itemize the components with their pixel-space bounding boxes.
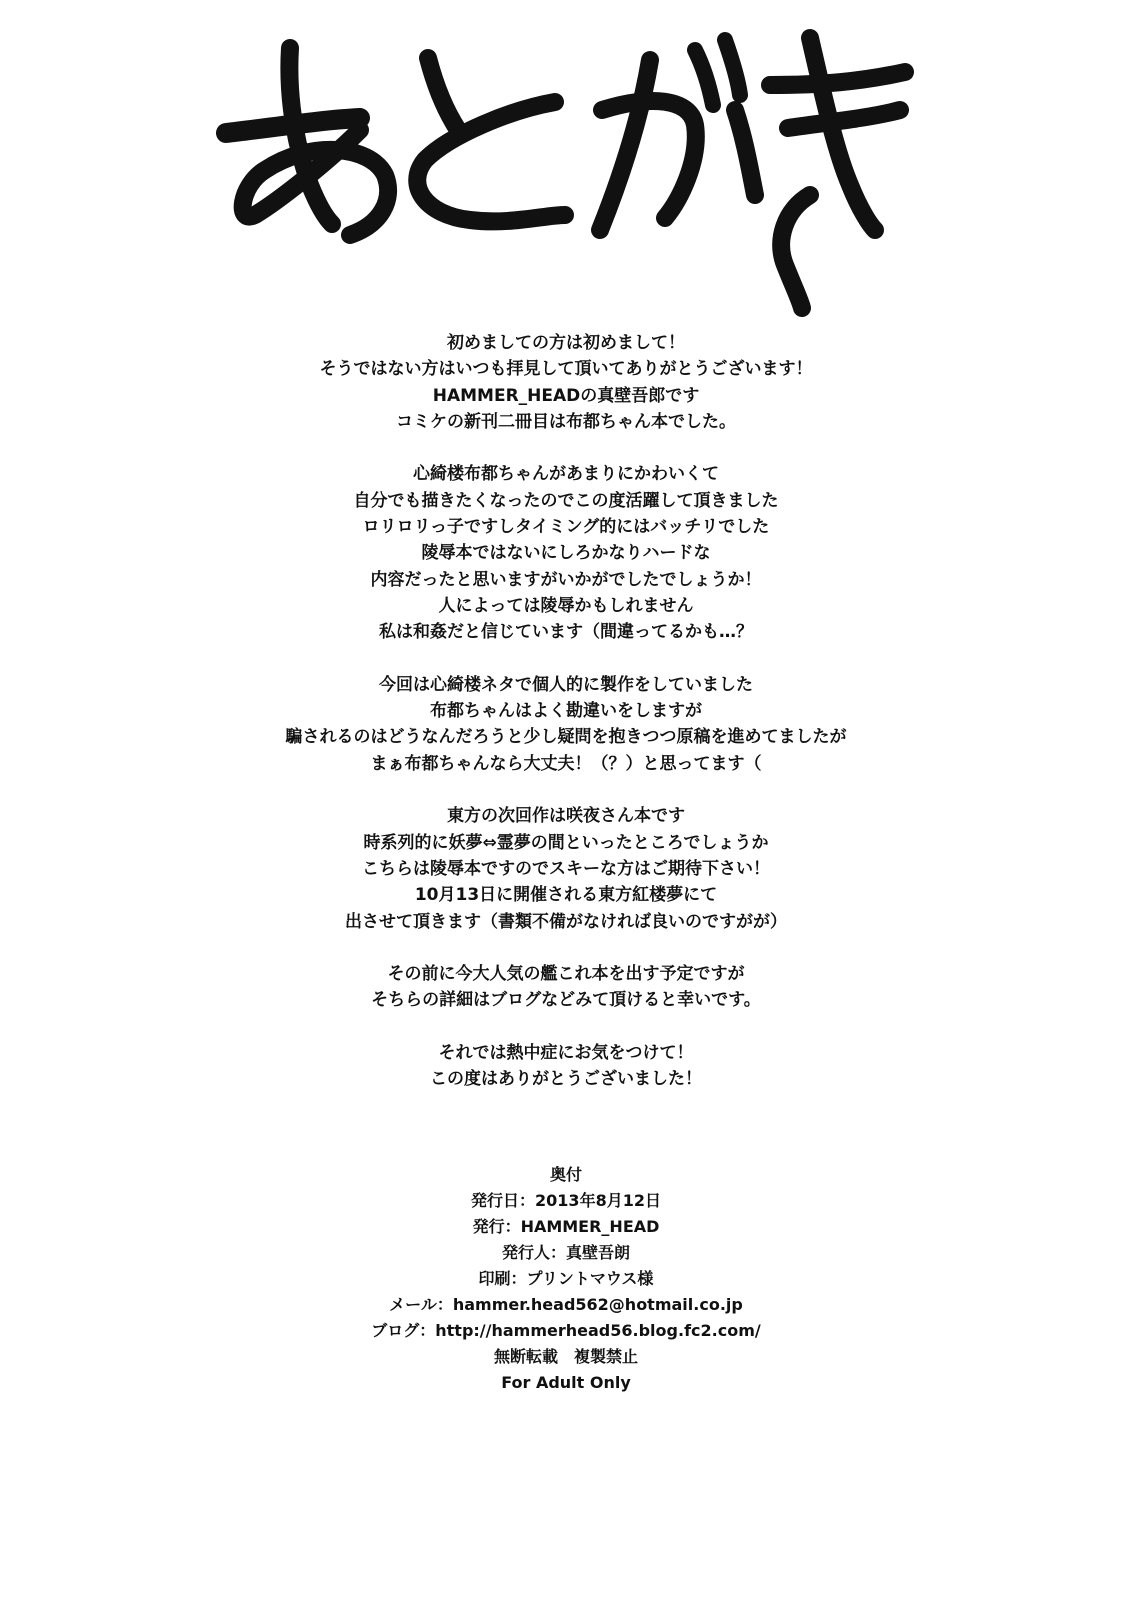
text-line: この度はありがとうございました！ [430, 1069, 702, 1090]
text-line: 初めましての方は初めまして！ [447, 333, 685, 353]
colophon-author: 発行人：真壁吾朗 [501, 1243, 630, 1262]
stroke-ki-bar1 [770, 72, 905, 85]
text-line: こちらは陵辱本ですのでスキーな方はご期待下さい！ [362, 858, 770, 879]
colophon [0, 1162, 1132, 1396]
afterword-body [0, 330, 1132, 1119]
text-line: 私は和姦だと信じています（間違ってるかも…？ [379, 622, 753, 643]
paragraph [0, 330, 1132, 435]
text-line: HAMMER_HEADの真壁吾郎です [432, 385, 700, 406]
text-line: コミケの新刊二冊目は布都ちゃん本でした。 [396, 411, 736, 432]
text-line: 自分でも描きたくなったのでこの度活躍して頂きました [353, 490, 779, 511]
colophon-rating: For Adult Only [501, 1373, 631, 1392]
text-line: そちらの詳細はブログなどみて頂けると幸いです。 [371, 990, 761, 1011]
text-line: その前に今大人気の艦これ本を出す予定ですが [387, 964, 745, 985]
stroke-ki-bar2 [788, 110, 900, 128]
text-line: 今回は心綺楼ネタで個人的に製作をしていました [379, 674, 753, 695]
paragraph [0, 1040, 1132, 1093]
text-line: 出させて頂きます（書類不備がなければ良いのですがが） [345, 911, 787, 932]
stroke-ka-right [735, 110, 755, 195]
paragraph [0, 461, 1132, 645]
stroke-dakuten-1 [695, 50, 713, 105]
paragraph [0, 961, 1132, 1014]
colophon-date: 発行日：2013年8月12日 [471, 1191, 661, 1210]
stroke-ka-diag [600, 60, 650, 230]
colophon-notice: 無断転載 複製禁止 [493, 1347, 638, 1366]
afterword-title-handwriting [210, 10, 930, 320]
colophon-printer: 印刷：プリントマウス様 [478, 1269, 654, 1288]
text-line: 騙されるのはどうなんだろうと少し疑問を抱きつつ原稿を進めてましたが [285, 727, 847, 748]
stroke-dakuten-2 [725, 40, 740, 95]
text-line: 心綺楼布都ちゃんがあまりにかわいくて [413, 464, 719, 485]
text-line: 布都ちゃんはよく勘違いをしますが [430, 701, 702, 722]
text-line: 陵辱本ではないにしろかなりハードな [421, 543, 711, 564]
paragraph [0, 803, 1132, 934]
colophon-mail: メール：hammer.head562@hotmail.co.jp [389, 1295, 743, 1314]
text-line: 内容だったと思いますがいかがでしたでしょうか！ [370, 569, 762, 590]
stroke-ki-vertical [810, 38, 875, 230]
stroke-to-curve [417, 102, 565, 221]
stroke-to-top [428, 58, 458, 130]
text-line: それでは熱中症にお気をつけて！ [438, 1043, 694, 1064]
text-line: 10月13日に開催される東方紅楼夢にて [414, 885, 718, 906]
text-line: そうではない方はいつも拝見して頂いてありがとうございます！ [319, 359, 813, 380]
colophon-heading: 奥付 [549, 1165, 582, 1184]
stroke-ki-hook [781, 195, 810, 308]
text-line: ロリロリっ子ですしタイミング的にはバッチリでした [362, 517, 770, 538]
paragraph [0, 672, 1132, 777]
text-line: まぁ布都ちゃんなら大丈夫！（？）と思ってます（ [370, 753, 762, 774]
text-line: 東方の次回作は咲夜さん本です [447, 806, 685, 827]
stroke-a-vertical [289, 48, 332, 224]
text-line: 人によっては陵辱かもしれません [438, 595, 694, 616]
colophon-publisher: 発行：HAMMER_HEAD [472, 1217, 660, 1236]
colophon-blog: ブログ：http://hammerhead56.blog.fc2.com/ [371, 1321, 761, 1340]
text-line: 時系列的に妖夢⇔霊夢の間といったところでしょうか [363, 832, 769, 853]
